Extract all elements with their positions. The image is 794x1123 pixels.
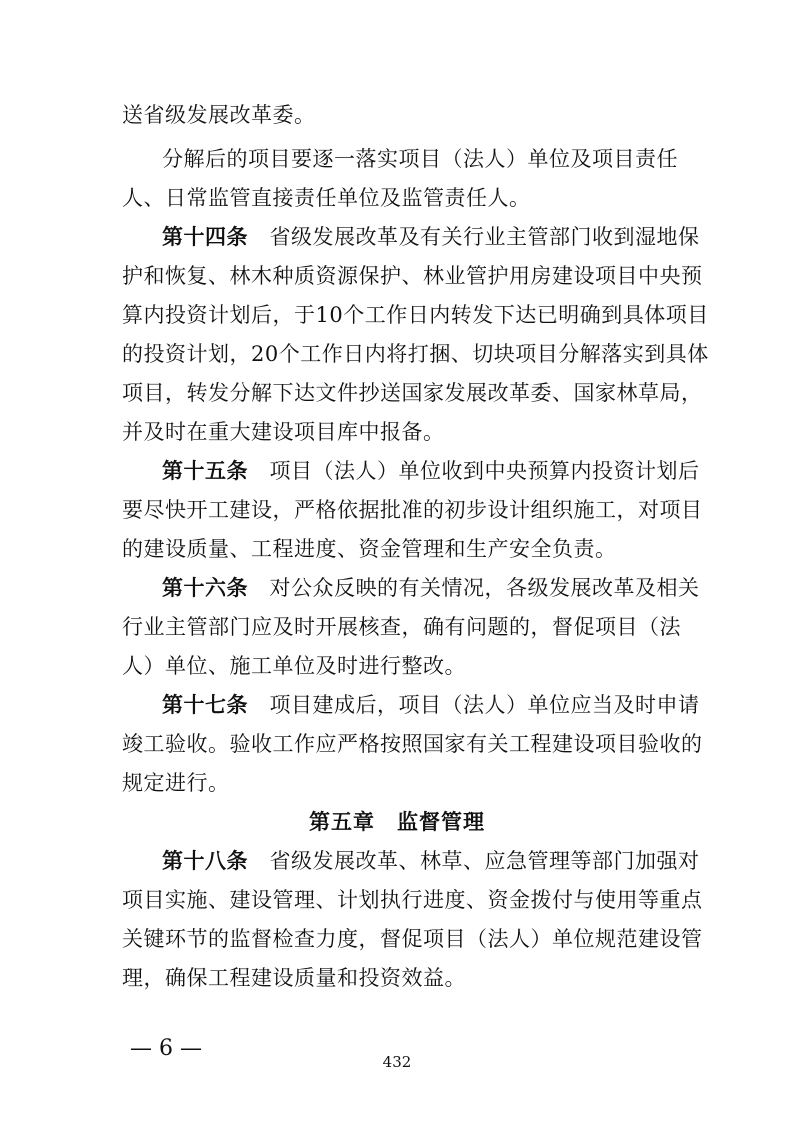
text-line: 分解后的项目要逐一落实项目（法人）单位及项目责任 bbox=[162, 147, 678, 171]
article-14-heading: 第十四条 bbox=[162, 225, 248, 249]
text-line: 关键环节的监督检查力度，督促项目（法人）单位规范建设管 bbox=[122, 927, 703, 951]
article-17-first-line bbox=[162, 692, 700, 718]
text-line: 送省级发展改革委。 bbox=[122, 103, 316, 127]
text-span bbox=[248, 849, 270, 873]
text-span: 项目建成后，项目（法人）单位应当及时申请 bbox=[269, 693, 700, 717]
text-line: 项目，转发分解下达文件抄送国家发展改革委、国家林草局， bbox=[122, 381, 703, 405]
article-18-first-line bbox=[162, 848, 700, 874]
text-line: 项目实施、建设管理、计划执行进度、资金拨付与使用等重点 bbox=[122, 888, 703, 912]
text-span bbox=[248, 459, 270, 483]
text-span bbox=[248, 576, 270, 600]
article-14-first-line bbox=[162, 224, 700, 250]
article-16-heading: 第十六条 bbox=[162, 576, 248, 600]
text-line: 人）单位、施工单位及时进行整改。 bbox=[122, 654, 466, 678]
text-span bbox=[248, 693, 270, 717]
text-line: 人、日常监管直接责任单位及监管责任人。 bbox=[122, 186, 531, 210]
text-line: 要尽快开工建设，严格依据批准的初步设计组织施工，对项目 bbox=[122, 498, 703, 522]
article-15-heading: 第十五条 bbox=[162, 459, 248, 483]
article-15-first-line bbox=[162, 458, 700, 484]
text-line: 行业主管部门应及时开展核查，确有问题的，督促项目（法 bbox=[122, 615, 681, 639]
article-18-heading: 第十八条 bbox=[162, 849, 248, 873]
text-span: 省级发展改革、林草、应急管理等部门加强对 bbox=[269, 849, 700, 873]
text-line: 的建设质量、工程进度、资金管理和生产安全负责。 bbox=[122, 537, 617, 561]
text-span: 项目（法人）单位收到中央预算内投资计划后 bbox=[269, 459, 700, 483]
text-span: 对公众反映的有关情况，各级发展改革及相关 bbox=[269, 576, 700, 600]
text-span bbox=[248, 225, 270, 249]
text-line: 算内投资计划后，于10个工作日内转发下达已明确到具体项目 bbox=[122, 303, 709, 327]
article-17-heading: 第十七条 bbox=[162, 693, 248, 717]
article-16-first-line bbox=[162, 575, 700, 601]
text-line: 理，确保工程建设质量和投资效益。 bbox=[122, 966, 466, 990]
text-line: 并及时在重大建设项目库中报备。 bbox=[122, 420, 445, 444]
footer-number: 432 bbox=[382, 1053, 412, 1071]
text-span: 省级发展改革及有关行业主管部门收到湿地保 bbox=[269, 225, 700, 249]
text-line: 的投资计划，20个工作日内将打捆、切块项目分解落实到具体 bbox=[122, 342, 709, 366]
text-line: 护和恢复、林木种质资源保护、林业管护用房建设项目中央预 bbox=[122, 264, 703, 288]
page-number: — 6 — bbox=[130, 1036, 202, 1061]
text-line: 规定进行。 bbox=[122, 771, 230, 795]
chapter-heading: 第五章 监督管理 bbox=[309, 810, 485, 834]
text-line: 竣工验收。验收工作应严格按照国家有关工程建设项目验收的 bbox=[122, 732, 703, 756]
